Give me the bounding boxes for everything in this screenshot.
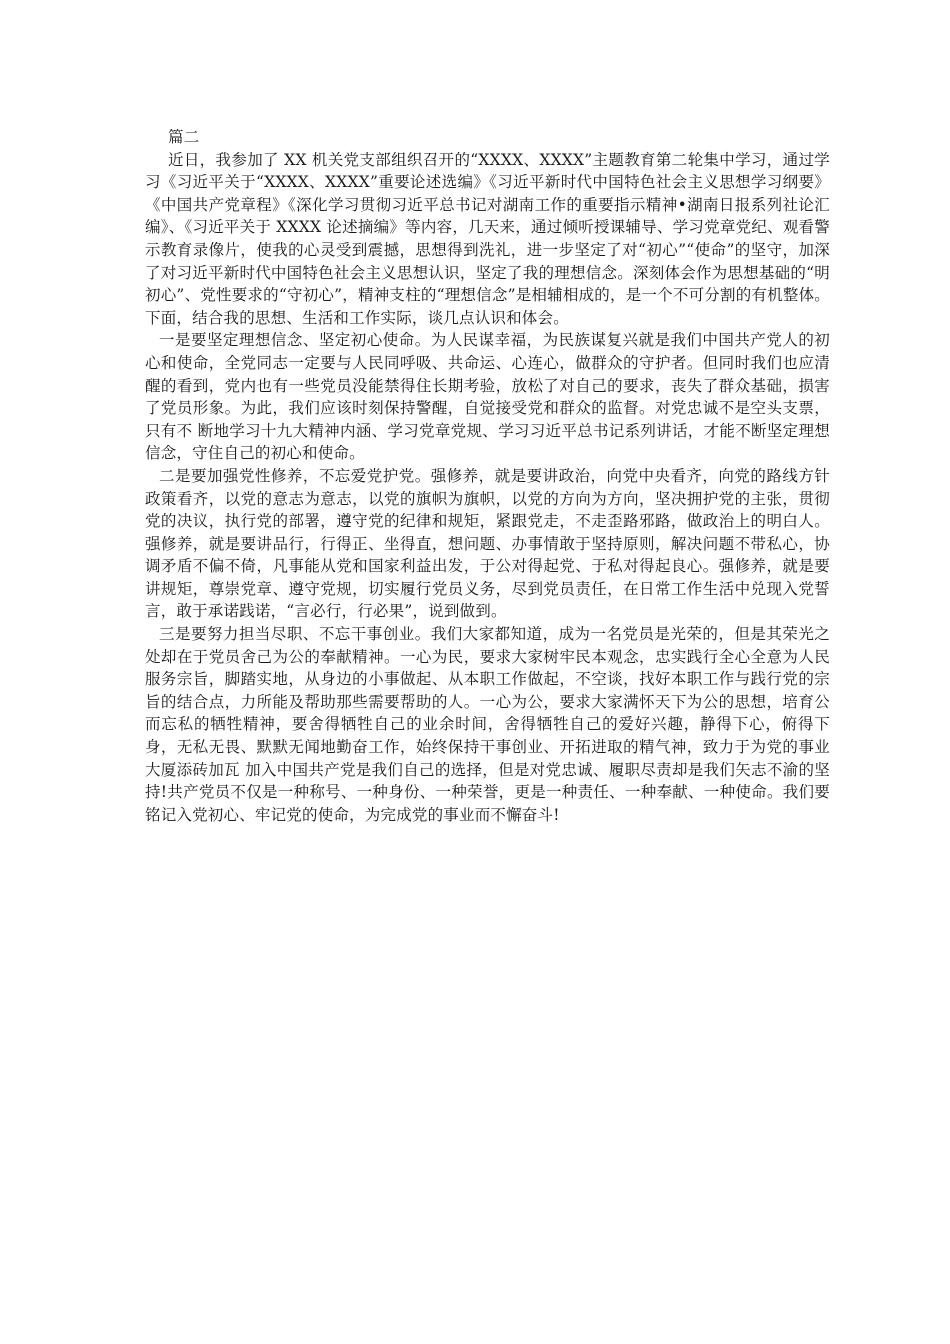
paragraph-point-three: 三是要努力担当尽职、不忘干事创业。我们大家都知道，成为一名党员是光荣的，但是其荣光之处却在于党员舍己为公的奉献精神。一心为民，要求大家树牢民本观念，忠实践行全心全意为人民服务宗旨，脚踏实地，从身边的小事做起、从本职工作做起，不空谈，找好本职工作与践行党的宗旨的结合点，力所能及帮助那些需要帮助的人。一心为公，要求大家满怀天下为公的思想，培育公而忘私的牺牲精神，要舍得牺牲自己的业余时间，舍得牺牲自己的爱好兴趣，静得下心，俯得下身，无私无畏、默默无闻地勤奋工作，始终保持干事创业、开拓进取的精气神，致力于为党的事业大厦添砖加瓦 加入中国共产党是我们自己的选择，但是对党忠诚、履职尽责却是我们矢志不渝的坚持!共产党员不仅是一种称号、一种身份、一种荣誉，更是一种责任、一种奉献、一种使命。我们要铭记入党初心、牢记党的使命，为完成党的事业而不懈奋斗!	[145, 625, 830, 824]
paragraph-point-one: 一是要坚定理想信念、坚定初心使命。为人民谋幸福，为民族谋复兴就是我们中国共产党人的初心和使命，全党同志一定要与人民同呼吸、共命运、心连心，做群众的守护者。但同时我们也应清醒的看到，党内也有一些党员没能禁得住长期考验，放松了对自己的要求，丧失了群众基础，损害了党员形象。为此，我们应该时刻保持警醒，自觉接受党和群众的监督。对党忠诚不是空头支票，只有不 断地学习十九大精神内涵、学习党章党规、学习习近平总书记系列讲话，才能不断坚定理想信念，守住自己的初心和使命。	[145, 331, 830, 463]
paragraph-intro: 近日，我参加了 XX 机关党支部组织召开的“XXXX、XXXX”主题教育第二轮集中学习，通过学习《习近平关于“XXXX、XXXX”重要论述选编》《习近平新时代中国特色社会主义思想学习纲要》《中国共产党章程》《深化学习贯彻习近平总书记对湖南工作的重要指示精神•湖南日报系列社论汇编》、《习近平关于 XXXX 论述摘编》等内容，几天来，通过倾听授课辅导、学习党章党纪、观看警示教育录像片，使我的心灵受到震撼，思想得到洗礼，进一步坚定了对“初心”“使命”的坚守，加深了对习近平新时代中国特色社会主义思想认识，坚定了我的理想信念。深刻体会作为思想基础的“明初心”、党性要求的“守初心”，精神支柱的“理想信念”是相辅相成的，是一个不可分割的有机整体。下面，结合我的思想、生活和工作实际，谈几点认识和体会。	[145, 150, 830, 327]
paragraph-point-two: 二是要加强党性修养，不忘爱党护党。强修养，就是要讲政治，向党中央看齐，向党的路线方针政策看齐，以党的意志为意志，以党的旗帜为旗帜，以党的方向为方向，坚决拥护党的主张，贯彻党的决议，执行党的部署，遵守党的纪律和规矩，紧跟党走，不走歪路邪路，做政治上的明白人。强修养，就是要讲品行，行得正、坐得直，想问题、办事情敢于坚持原则，解决问题不带私心，协调矛盾不偏不倚，凡事能从党和国家利益出发，于公对得起党、于私对得起良心。强修养，就是要讲规矩，尊崇党章、遵守党规，切实履行党员义务，尽到党员责任，在日常工作生活中兑现入党誓言，敢于承诺践诺，“言必行，行必果”，说到做到。	[145, 466, 830, 621]
document-heading: 篇二	[168, 128, 200, 146]
document-body	[145, 126, 830, 826]
